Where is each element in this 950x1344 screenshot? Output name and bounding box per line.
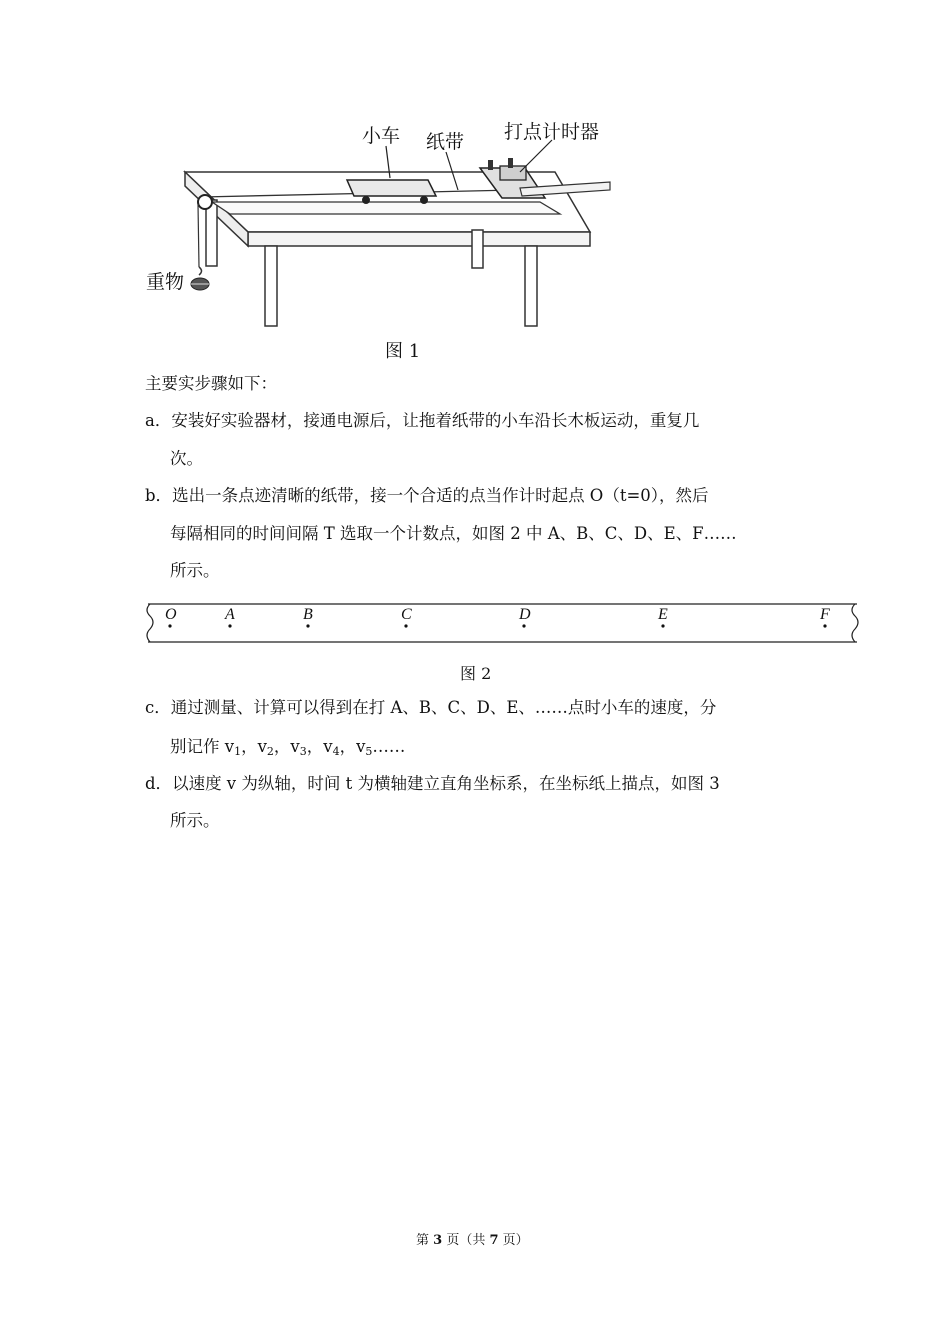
long-board [212,202,560,214]
step-b-line1 [145,486,709,506]
velocity-separator: ， [273,737,291,756]
timer-terminal [508,158,513,168]
table-leg [525,246,537,326]
label-timer: 打点计时器 [504,121,600,143]
tape-label-f: F [820,606,830,623]
tape-label-e: E [658,606,668,623]
velocity-subscript: 2 [266,745,274,758]
velocity-separator: ， [241,737,258,756]
hanging-string [198,204,199,267]
tape-dot-a [228,624,231,627]
steps-intro: 主要实步骤如下： [145,374,277,393]
table-leg [472,230,483,268]
step-a-text: 安装好实验器材，接通电源后，让拖着纸带的小车沿长木板运动，重复几 [171,411,700,430]
tape-dot-d [522,624,525,627]
step-c-text: 通过测量、计算可以得到在打 A、B、C、D、E、……点时小车的速度，分 [170,698,717,717]
step-d-text: 以速度 v 为纵轴，时间 t 为横轴建立直角坐标系，在坐标纸上描点，如图 3 [172,774,720,793]
step-c-label: c． [145,698,171,717]
velocity-symbol: v [257,737,267,756]
figure-2-caption: 图 2 [460,664,492,683]
car-wheel [362,196,370,204]
step-c-line2-suffix: …… [372,737,406,756]
tape-dot-e [661,624,664,627]
velocity-symbol: v [290,737,300,756]
table-leg [206,200,217,266]
footer-pre: 第 [416,1233,434,1248]
velocity-separator: ， [306,737,324,756]
step-b-line2: 每隔相同的时间间隔 T 选取一个计数点，如图 2 中 A、B、C、D、E、F…… [170,524,737,543]
velocity-subscript: 4 [332,745,340,758]
tape-dot-c [404,624,407,627]
step-b-line3: 所示。 [170,561,220,580]
step-b-text: 选出一条点迹清晰的纸带，接一个合适的点当作计时起点 O（t=0），然后 [172,486,709,505]
timer-terminal [488,160,493,170]
step-d-line2: 所示。 [170,811,220,830]
tape-right-torn-edge [852,604,858,642]
label-tape: 纸带 [426,131,465,153]
weight-hook [199,267,202,275]
step-d-line1 [145,774,720,794]
table-front-edge [248,232,590,246]
velocity-separator: ， [339,737,357,756]
tape-points [165,606,830,628]
step-c-line2 [170,737,405,762]
figure-1-caption: 图 1 [385,341,421,362]
step-a-label: a． [145,411,172,430]
step-c-line1 [145,698,716,718]
tape-label-c: C [401,606,412,623]
tape-label-d: D [519,606,531,623]
leader-timer [520,140,552,172]
velocity-subscript: 1 [234,745,242,758]
tape-label-a: A [225,606,235,623]
figure-1-apparatus [140,110,620,345]
step-c-line2-prefix: 别记作 v [170,737,235,756]
step-d-label: d． [145,774,173,793]
velocity-symbol: v [323,737,333,756]
tape-dot-f [823,624,826,627]
tape-left-torn-edge [147,604,153,642]
step-a-line2: 次。 [170,449,203,468]
footer-total-pages: 7 [489,1233,499,1248]
footer-post: 页） [498,1233,529,1248]
velocity-symbol: v [356,737,366,756]
label-weight: 重物 [146,271,185,293]
car-body [347,180,436,196]
pulley [198,195,212,209]
timer-box [500,166,526,180]
figure-2-tape [140,597,865,649]
footer-page-number: 3 [433,1233,443,1248]
tape-label-b: B [303,606,313,623]
tape-label-o: O [165,606,177,623]
tape-dot-b [306,624,309,627]
velocity-subscript: 3 [299,745,307,758]
step-a-line1 [145,411,699,431]
table-leg [265,246,277,326]
tape-dot-o [168,624,171,627]
footer-mid: 页（共 [442,1233,490,1248]
velocity-subscript: 5 [365,745,373,758]
page-footer [416,1229,529,1248]
step-b-label: b． [145,486,173,505]
label-car: 小车 [362,125,401,147]
car-wheel [420,196,428,204]
